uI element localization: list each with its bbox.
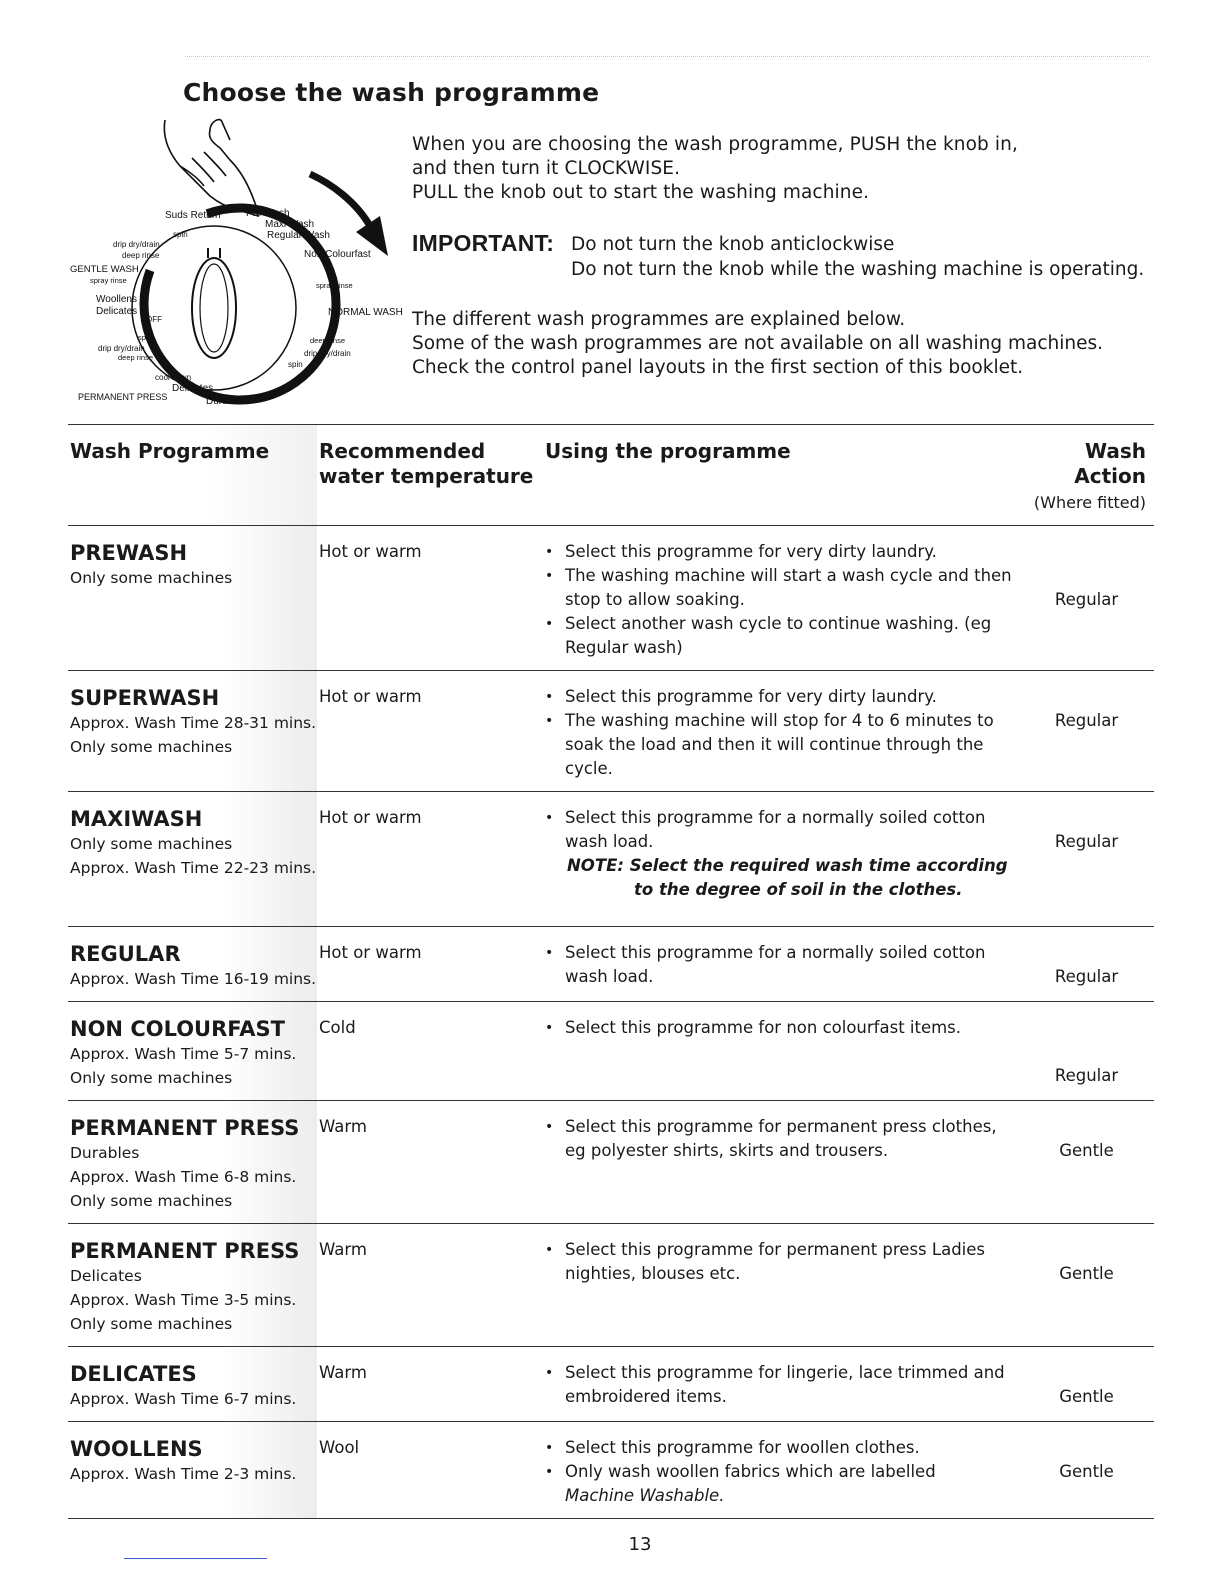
temperature-cell: Hot or warm xyxy=(317,927,543,1002)
header-using-programme: Using the programme xyxy=(543,425,1017,526)
table-row xyxy=(68,1002,1154,1101)
dial-label-regular-wash: Regular Wash xyxy=(267,230,330,241)
programme-detail: Only some machines xyxy=(70,738,233,756)
important-line: Do not turn the knob anticlockwise xyxy=(571,234,895,255)
programme-cell xyxy=(68,1224,317,1347)
dial-label-maxi-wash: Maxi Wash xyxy=(265,219,315,230)
programme-detail: Durables xyxy=(70,1144,140,1162)
programme-detail: Only some machines xyxy=(70,835,233,853)
temperature-cell: Hot or warm xyxy=(317,671,543,792)
usage-cell xyxy=(543,927,1017,1002)
temperature-cell: Hot or warm xyxy=(317,792,543,927)
programme-name: MAXIWASH xyxy=(70,807,203,831)
programme-detail: Only some machines xyxy=(70,1069,233,1087)
important-line: Do not turn the knob while the washing machine is operating. xyxy=(571,259,1145,280)
programme-detail: Approx. Wash Time 22-23 mins. xyxy=(70,859,317,877)
dial-label-deep-rinse-right: deep rinse xyxy=(310,336,346,345)
usage-bullet: • Select this programme for a normally soiled cotton wash load. xyxy=(565,941,1017,989)
wash-action-value: Gentle xyxy=(1059,1141,1114,1160)
wash-action-cell xyxy=(1017,927,1154,1002)
temperature-cell: Cold xyxy=(317,1002,543,1101)
wash-action-value: Regular xyxy=(1054,832,1119,851)
dial-label-spin-top: spin xyxy=(173,230,188,239)
usage-note: NOTE: Select the required wash time according xyxy=(567,856,1008,875)
dial-knob-icon xyxy=(117,181,363,408)
wash-action-cell xyxy=(1017,1347,1154,1422)
programme-name: SUPERWASH xyxy=(70,686,220,710)
usage-bullet: • Select this programme for a normally soiled cotton wash load. xyxy=(565,806,1017,854)
header-water-temperature xyxy=(317,425,543,526)
important-label: IMPORTANT: xyxy=(412,230,555,256)
wash-action-cell xyxy=(1017,526,1154,671)
usage-cell xyxy=(543,671,1017,792)
programme-cell xyxy=(68,526,317,671)
dial-label-suds-return: Suds Return xyxy=(165,210,221,221)
usage-bullet-italic: Machine Washable. xyxy=(565,1486,725,1505)
programme-dial-illustration xyxy=(70,108,410,408)
usage-bullet: • Select another wash cycle to continue washing. (eg Regular wash) xyxy=(565,612,1017,660)
programme-name: PERMANENT PRESS xyxy=(70,1239,300,1263)
programme-detail: Delicates xyxy=(70,1267,142,1285)
wash-action-value: Gentle xyxy=(1059,1264,1114,1283)
dial-label-spray-rinse-right: spray rinse xyxy=(316,281,353,290)
usage-cell xyxy=(543,1002,1017,1101)
dial-label-permanent-press: PERMANENT PRESS xyxy=(78,392,168,402)
programme-name: DELICATES xyxy=(70,1362,197,1386)
programme-name: PERMANENT PRESS xyxy=(70,1116,300,1140)
dial-label-delicates: Delicates xyxy=(96,306,138,317)
programme-detail: Approx. Wash Time 6-7 mins. xyxy=(70,1390,297,1408)
explanation-line: The different wash programmes are explained below. xyxy=(412,309,906,330)
wash-action-cell xyxy=(1017,1101,1154,1224)
programme-detail: Approx. Wash Time 3-5 mins. xyxy=(70,1291,297,1309)
dial-label-off: OFF xyxy=(146,315,162,324)
table-row xyxy=(68,671,1154,792)
clockwise-arrow-icon xyxy=(310,174,388,256)
programme-cell xyxy=(68,1347,317,1422)
wash-action-cell xyxy=(1017,671,1154,792)
page-title: Choose the wash programme xyxy=(183,78,600,107)
programme-cell xyxy=(68,1422,317,1519)
dial-label-gentle-wash: GENTLE WASH xyxy=(70,264,139,275)
page-number: 13 xyxy=(628,1534,652,1555)
dial-label-delicates-bottom: Delicates xyxy=(172,383,214,394)
usage-bullet: • Select this programme for non colourfast items. xyxy=(565,1016,1017,1040)
programme-detail: Only some machines xyxy=(70,1192,233,1210)
header-wash-action xyxy=(1017,425,1154,526)
table-row xyxy=(68,526,1154,671)
table-row xyxy=(68,1422,1154,1519)
wash-action-cell xyxy=(1017,1224,1154,1347)
dial-label-cool-down: cool down xyxy=(155,373,192,382)
table-row xyxy=(68,792,1154,927)
usage-note: to the degree of soil in the clothes. xyxy=(634,880,963,899)
temperature-cell: Hot or warm xyxy=(317,526,543,671)
dial-label-pre-wash: Pre Wash xyxy=(246,208,290,219)
wash-action-value: Regular xyxy=(1054,590,1119,609)
intro-line: and then turn it CLOCKWISE. xyxy=(412,158,681,179)
programme-detail: Approx. Wash Time 6-8 mins. xyxy=(70,1168,297,1186)
dial-label-normal-wash: NORMAL WASH xyxy=(328,307,403,318)
temperature-cell: Warm xyxy=(317,1347,543,1422)
usage-cell xyxy=(543,792,1017,927)
header-action-sub: (Where fitted) xyxy=(1033,493,1146,512)
hand-pointer-icon xyxy=(164,120,258,216)
programme-detail: Approx. Wash Time 2-3 mins. xyxy=(70,1465,297,1483)
footer-link-underline xyxy=(124,1558,267,1559)
dial-label-drip-dry-top: drip dry/drain xyxy=(113,240,160,249)
programme-cell xyxy=(68,1002,317,1101)
programme-cell xyxy=(68,792,317,927)
usage-cell xyxy=(543,1224,1017,1347)
header-wash-programme: Wash Programme xyxy=(68,425,317,526)
table-header-row xyxy=(68,425,1154,526)
dial-label-durables: Durables xyxy=(206,396,247,407)
important-warnings xyxy=(571,232,1144,282)
explanation-line: Some of the wash programmes are not available on all washing machines. xyxy=(412,333,1104,354)
dial-label-spin-right: spin xyxy=(288,360,303,369)
table-row xyxy=(68,1101,1154,1224)
programme-cell xyxy=(68,1101,317,1224)
temperature-cell: Warm xyxy=(317,1224,543,1347)
programme-detail: Approx. Wash Time 16-19 mins. xyxy=(70,970,317,988)
programme-name: REGULAR xyxy=(70,942,181,966)
table-row xyxy=(68,1347,1154,1422)
dial-label-woollens: Woollens xyxy=(96,294,137,305)
usage-bullet: • Select this programme for lingerie, lace trimmed and embroidered items. xyxy=(565,1361,1017,1409)
header-temp-line: water temperature xyxy=(319,464,534,488)
usage-bullet: • Select this programme for very dirty laundry. xyxy=(565,685,1017,709)
usage-cell xyxy=(543,526,1017,671)
programme-name: WOOLLENS xyxy=(70,1437,203,1461)
programme-cell xyxy=(68,671,317,792)
dial-label-non-colourfast: Non Colourfast xyxy=(304,249,371,260)
programme-detail: Approx. Wash Time 5-7 mins. xyxy=(70,1045,297,1063)
programme-name: NON COLOURFAST xyxy=(70,1017,285,1041)
wash-action-value: Regular xyxy=(1054,1066,1119,1085)
usage-bullet: • Select this programme for permanent press clothes, eg polyester shirts, skirts and trousers. xyxy=(565,1115,1017,1163)
table-row xyxy=(68,927,1154,1002)
intro-line: When you are choosing the wash programme, PUSH the knob in, xyxy=(412,134,1018,155)
wash-action-cell xyxy=(1017,1422,1154,1519)
programme-explanation xyxy=(412,308,1103,380)
temperature-cell: Warm xyxy=(317,1101,543,1224)
programme-detail: Approx. Wash Time 28-31 mins. xyxy=(70,714,317,732)
dial-label-spin-left: spin xyxy=(138,333,152,342)
usage-bullet: • The washing machine will start a wash cycle and then stop to allow soaking. xyxy=(565,564,1017,612)
wash-action-value: Gentle xyxy=(1059,1387,1114,1406)
programme-cell xyxy=(68,927,317,1002)
intro-line: PULL the knob out to start the washing machine. xyxy=(412,182,870,203)
usage-bullet xyxy=(565,1460,1017,1508)
dial-label-spray-rinse-left: spray rinse xyxy=(90,276,127,285)
dial-label-deep-rinse-left: deep rinse xyxy=(118,353,154,362)
usage-bullet: • Select this programme for woollen clothes. xyxy=(565,1436,1017,1460)
temperature-cell: Wool xyxy=(317,1422,543,1519)
dial-label-deep-rinse-top: deep rinse xyxy=(122,251,160,260)
header-temp-line: Recommended xyxy=(319,439,486,463)
wash-action-value: Regular xyxy=(1054,967,1119,986)
wash-action-value: Gentle xyxy=(1059,1462,1114,1481)
wash-action-cell xyxy=(1017,792,1154,927)
dial-label-drip-dry-right: drip dry/drain xyxy=(304,349,351,358)
usage-cell xyxy=(543,1422,1017,1519)
dial-label-drip-dry-left: drip dry/drain xyxy=(98,344,145,353)
header-action-title: Wash Action xyxy=(1074,439,1146,488)
usage-cell xyxy=(543,1101,1017,1224)
usage-bullet: • Select this programme for very dirty laundry. xyxy=(565,540,1017,564)
programme-name: PREWASH xyxy=(70,541,188,565)
usage-bullet: • Select this programme for permanent press Ladies nighties, blouses etc. xyxy=(565,1238,1017,1286)
programme-detail: Only some machines xyxy=(70,569,233,587)
intro-instructions xyxy=(412,133,1018,205)
explanation-line: Check the control panel layouts in the first section of this booklet. xyxy=(412,357,1024,378)
usage-bullet-text: Only wash woollen fabrics which are labelled xyxy=(565,1462,936,1481)
top-dotted-rule xyxy=(185,56,1150,57)
wash-action-cell xyxy=(1017,1002,1154,1101)
table-row xyxy=(68,1224,1154,1347)
wash-programme-table xyxy=(68,424,1154,1519)
wash-action-value: Regular xyxy=(1054,711,1119,730)
usage-bullet: • The washing machine will stop for 4 to 6 minutes to soak the load and then it will continue through the cycle. xyxy=(565,709,1017,781)
usage-cell xyxy=(543,1347,1017,1422)
programme-detail: Only some machines xyxy=(70,1315,233,1333)
